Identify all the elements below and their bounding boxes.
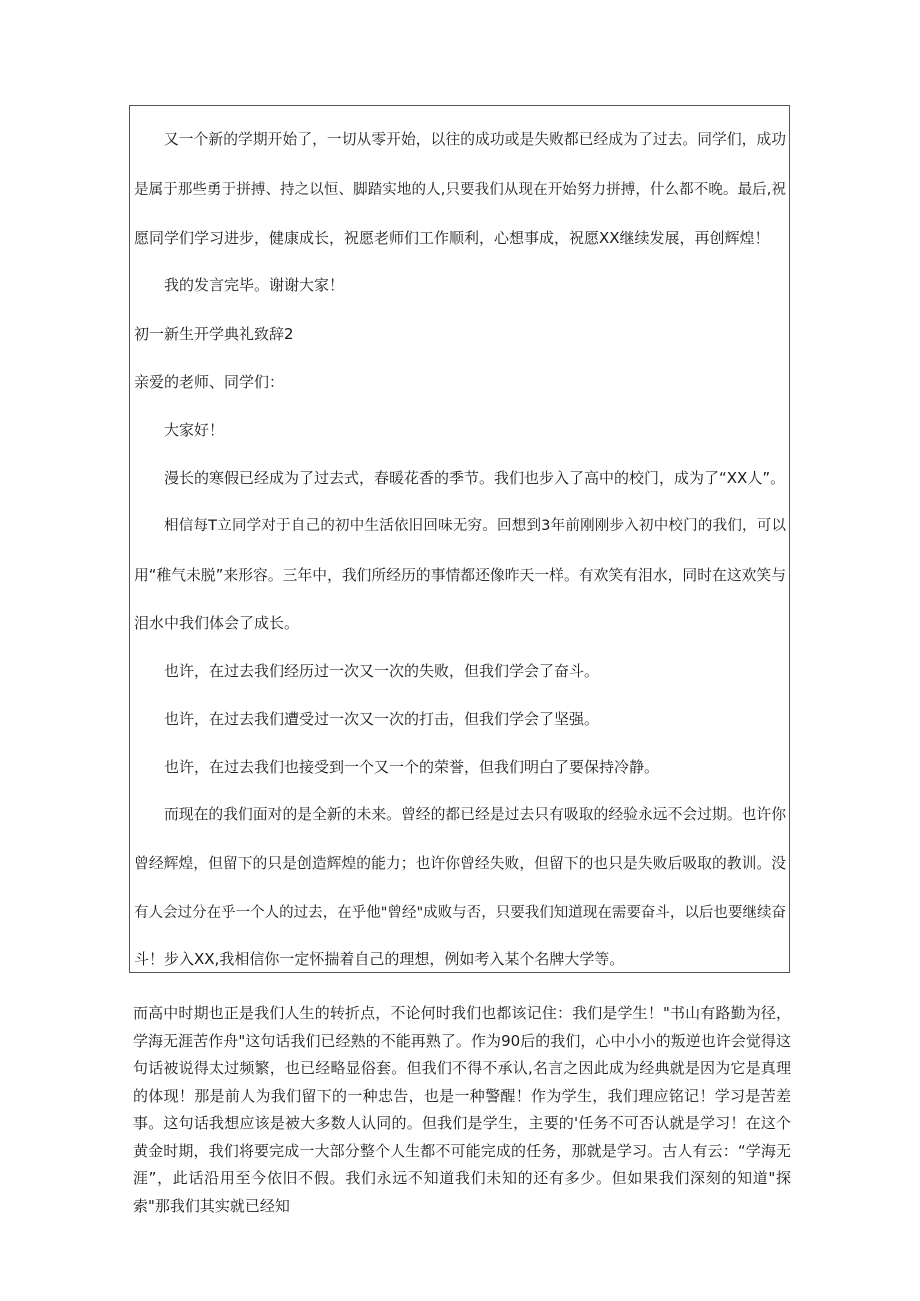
paragraph-line: 也许，在过去我们也接受到一个又一个的荣誉，但我们明白了要保持冷静。 [164, 758, 660, 776]
paragraph-line: 泪水中我们体会了成长。 [134, 614, 300, 632]
section-heading: 初一新生开学典礼致辞2 [134, 325, 294, 343]
greeting: 大家好！ [164, 421, 225, 439]
paragraph-line: 我的发言完毕。谢谢大家！ [164, 276, 345, 294]
paragraph-line: 有人会过分在乎一个人的过去，在乎他"曾经"成败与否，只要我们知道现在需要奋斗，以后也要继续奋 [134, 905, 786, 921]
salutation: 亲爱的老师、同学们： [134, 373, 285, 391]
body-paragraph: 而高中时期也正是我们人生的转折点，不论何时我们也都该记住：我们是学生！"书山有路勤为径，学海无涯苦作舟"这句话我们已经熟的不能再熟了。作为90后的我们，心中小小的叛逆也许会觉得这句话被说得太过频繁，也已经略显俗套。但我们不得不承认,名言之因此成为经典就是因为它是真理的体现！那是前人为我们留下的一种忠告，也是一种警醒！作为学生，我们理应铭记！学习是苦差事。这句话我想应该是被大多数人认同的。但我们是学生，主要的'任务不可否认就是学习！在这个黄金时期，我们将要完成一大部分整个人生都不可能完成的任务，那就是学习。古人有云：“学海无涯”，此话沿用至今依旧不假。我们永远不知道我们未知的还有多少。但如果我们深刻的知道"探索"那我们其实就已经知 [133, 1004, 791, 1215]
paragraph-line: 而现在的我们面对的是全新的未来。曾经的都已经是过去只有吸取的经验永远不会过期。也许你 [164, 806, 786, 823]
paragraph-line: 也许，在过去我们遭受过一次又一次的打击，但我们学会了坚强。 [164, 710, 600, 728]
paragraph-line: 曾经辉煌，但留下的只是创造辉煌的能力；也许你曾经失败，但留下的也只是失败后吸取的教训。没 [134, 855, 786, 872]
paragraph-line: 用“稚气未脱”来形容。三年中，我们所经历的事情都还像昨天一样。有欢笑有泪水，同时在这欢笑与 [134, 567, 786, 584]
paragraph-line: 又一个新的学期开始了，一切从零开始，以往的成功或是失败都已经成为了过去。同学们，成功 [164, 131, 786, 148]
paragraph-line: 漫长的寒假已经成为了过去式，春暖花香的季节。我们也步入了高中的校门，成为了“XX人”。 [164, 469, 786, 487]
paragraph-line: 愿同学们学习进步，健康成长，祝愿老师们工作顺利，心想事成，祝愿XX继续发展，再创辉煌！ [134, 229, 770, 247]
paragraph-line: 相信每T立同学对于自己的初中生活依旧回味无穷。回想到3年前刚刚步入初中校门的我们，可以 [164, 518, 786, 534]
paragraph-line: 斗！步入XX,我相信你一定怀揣着自己的理想，例如考入某个名牌大学等。 [134, 950, 625, 968]
paragraph-line: 也许，在过去我们经历过一次又一次的失败，但我们学会了奋斗。 [164, 662, 600, 680]
paragraph-line: 是属于那些勇于拼搏、持之以恒、脚踏实地的人,只要我们从现在开始努力拼搏，什么都不晚。最后,祝 [134, 182, 786, 198]
